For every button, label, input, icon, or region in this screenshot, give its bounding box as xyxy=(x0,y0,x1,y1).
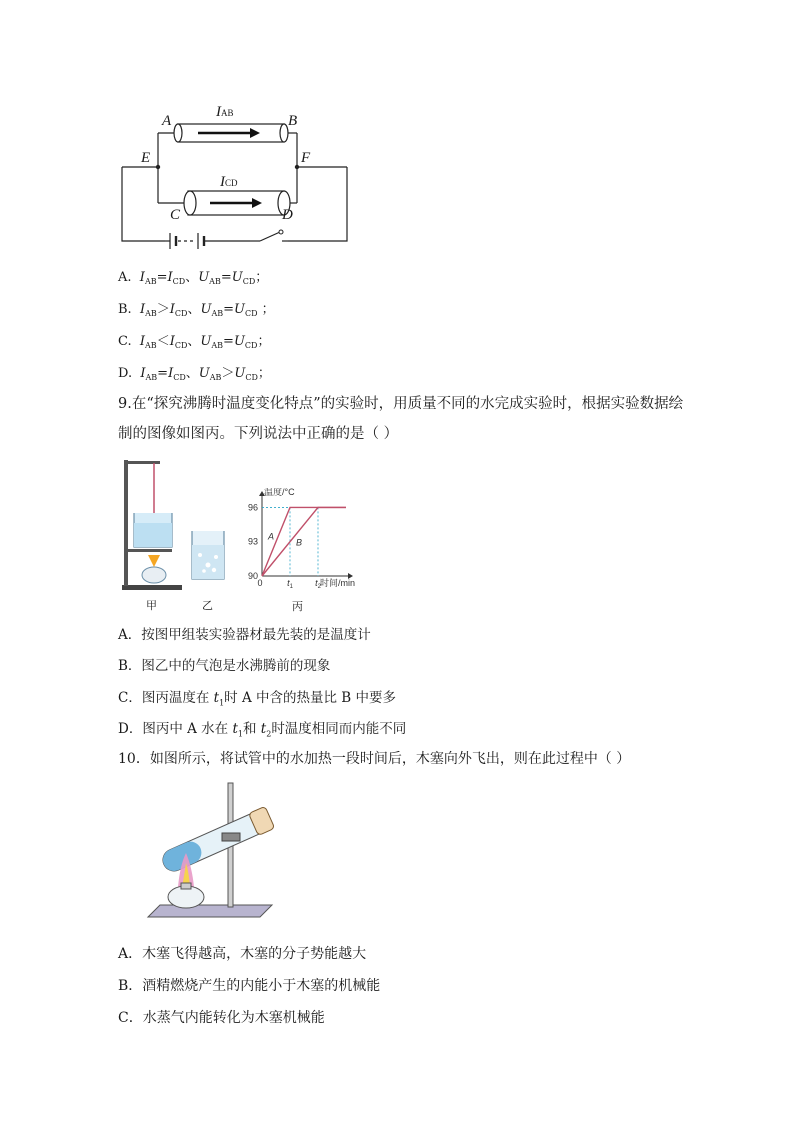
q8-option-b[interactable]: B. $I_{AB}>I_{CD}$、$U_{AB}=U_{CD}$ ； xyxy=(118,302,275,318)
q8-option-d[interactable]: D. $I_{AB}=I_{CD}$、$U_{AB}>U_{CD}$； xyxy=(118,366,271,382)
node-label-f: F xyxy=(301,150,311,166)
q9-option-d[interactable]: D．图丙中 A 水在 $t_1$和 $t_2$时温度相同而内能不同 xyxy=(118,721,407,739)
q9-option-a[interactable]: A．按图甲组装实验器材最先装的是温度计 xyxy=(118,627,371,643)
q8-option-a[interactable]: A. $I_{AB}=I_{CD}$、$U_{AB}=U_{CD}$； xyxy=(118,270,269,286)
q8-option-b-text: $I_{AB}>I_{CD}$、$U_{AB}=U_{CD}$ ； xyxy=(139,302,275,318)
x-axis-label: 时间/min xyxy=(319,578,355,588)
q10-option-a[interactable]: A．木塞飞得越高，木塞的分子势能越大 xyxy=(118,946,367,962)
y-tick-90: 90 xyxy=(247,571,258,581)
series-line-A xyxy=(262,507,346,576)
q10-stem: 10．如图所示，将试管中的水加热一段时间后，木塞向外飞出，则在此过程中（ ） xyxy=(118,751,631,767)
q8-option-d-text: $I_{AB}=I_{CD}$、$U_{AB}>U_{CD}$； xyxy=(140,366,271,382)
conductor-ab xyxy=(174,124,288,142)
figure-label-yi: 乙 xyxy=(202,599,213,612)
q9-stem-line2: 制的图像如图丙。下列说法中正确的是（ ） xyxy=(118,426,399,442)
q8-option-a-text: $I_{AB}=I_{CD}$、$U_{AB}=U_{CD}$； xyxy=(139,270,269,286)
x-tick-0: 0 xyxy=(257,578,263,588)
q9-option-c[interactable]: C．图丙温度在 $t_1$时 A 中含的热量比 B 中要多 xyxy=(118,690,397,708)
node-label-d: D xyxy=(282,207,293,223)
figure-label-jia: 甲 xyxy=(146,599,157,612)
x-tick-t1: $t_1$ xyxy=(287,578,293,590)
node-label-c: C xyxy=(170,207,181,223)
series-label-A: A xyxy=(268,531,275,542)
q8-option-c-text: $I_{AB}<I_{CD}$、$U_{AB}=U_{CD}$； xyxy=(139,334,271,350)
switch-lever xyxy=(260,232,280,241)
current-cd-label: ICD xyxy=(220,174,238,190)
figure-test-tube-heating xyxy=(140,775,280,925)
series-line-B xyxy=(262,507,346,576)
figure-yi xyxy=(188,525,228,615)
y-tick-96: 96 xyxy=(247,502,258,513)
test-tube xyxy=(159,806,275,875)
figure-jia xyxy=(118,455,188,615)
y-axis-label: 温度/°C xyxy=(264,488,295,497)
q10-option-b[interactable]: B．酒精燃烧产生的内能小于木塞的机械能 xyxy=(118,978,381,994)
flame xyxy=(148,555,160,567)
q8-option-c[interactable]: C. $I_{AB}<I_{CD}$、$U_{AB}=U_{CD}$； xyxy=(118,334,271,350)
circuit-figure xyxy=(110,95,360,250)
current-ab-label: IAB xyxy=(216,104,234,120)
y-tick-93: 93 xyxy=(247,536,258,547)
conductor-cd xyxy=(184,191,290,215)
figure-bing xyxy=(240,488,355,615)
figure-label-bing: 丙 xyxy=(292,600,303,613)
q9-stem-line1: 9.在“探究沸腾时温度变化特点”的实验时，用质量不同的水完成实验时，根据实验数据绘 xyxy=(118,396,684,412)
base-plate xyxy=(148,905,272,917)
node-label-e: E xyxy=(141,150,151,166)
node-label-a: A xyxy=(162,113,172,129)
q9-option-b[interactable]: B．图乙中的气泡是水沸腾前的现象 xyxy=(118,658,331,674)
temperature-chart xyxy=(240,488,355,593)
clamp xyxy=(222,833,240,841)
x-tick-t2: $t_2$ xyxy=(315,578,321,590)
series-label-B: B xyxy=(296,537,303,548)
node-label-b: B xyxy=(288,113,298,129)
q10-option-c[interactable]: C．水蒸气内能转化为木塞机械能 xyxy=(118,1010,325,1026)
